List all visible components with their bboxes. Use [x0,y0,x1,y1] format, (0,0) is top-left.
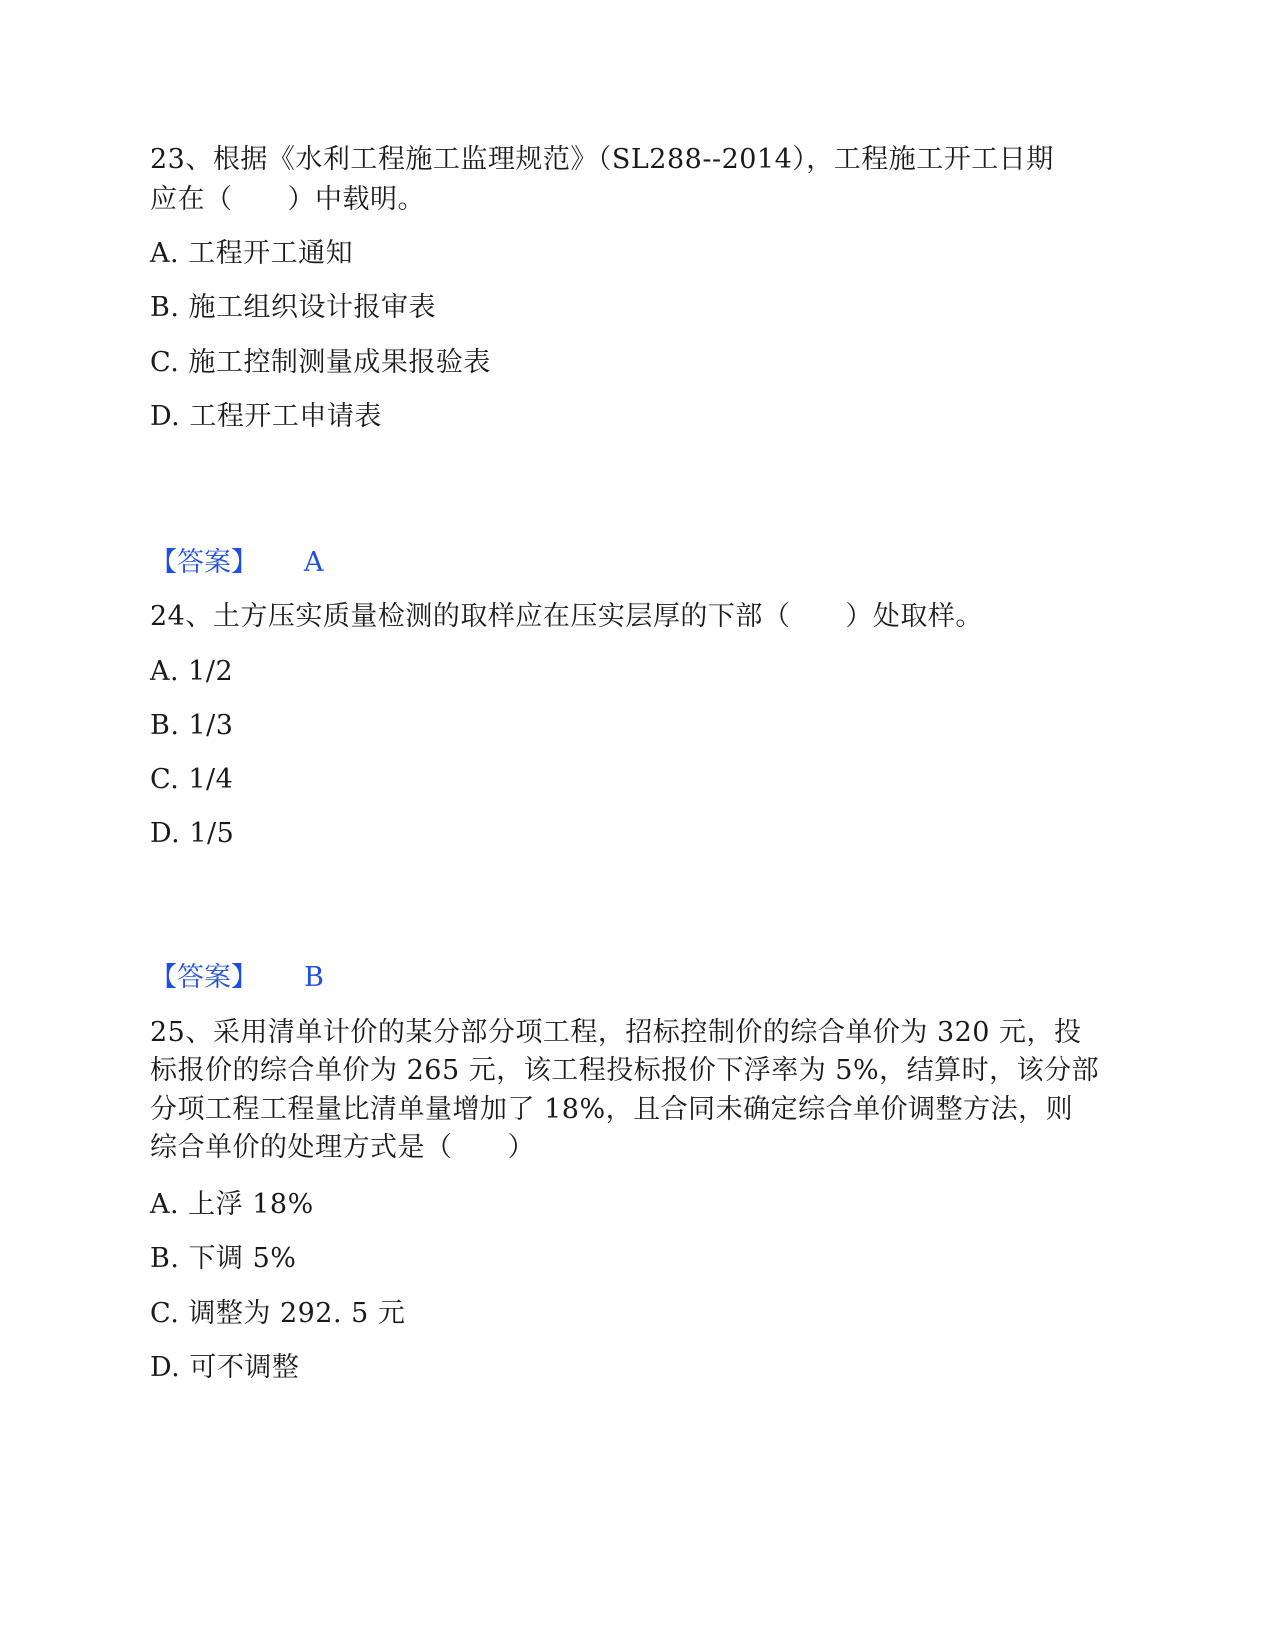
q23-option-c: C. 施工控制测量成果报验表 [150,347,491,378]
q23-option-d: D. 工程开工申请表 [150,401,382,432]
q24-answer [150,958,324,998]
q25-option-b: B. 下调 5% [150,1243,297,1274]
q23-stem-line-1: 23、根据《水利工程施工监理规范》（SL288--2014），工程施工开工日期 [150,144,1054,175]
q25-stem-line-1: 25、采用清单计价的某分部分项工程，招标控制价的综合单价为 320 元，投 [150,1017,1082,1048]
q23-option-a: A. 工程开工通知 [150,238,354,269]
q25-option-a: A. 上浮 18% [150,1189,314,1220]
q24-option-c: C. 1/4 [150,764,234,795]
q24-option-b: B. 1/3 [150,710,234,741]
q23-answer [150,543,324,583]
q25-stem-line-4: 综合单价的处理方式是（ ） [150,1132,535,1163]
q24-stem-line-1: 24、土方压实质量检测的取样应在压实层厚的下部（ ）处取样。 [150,601,983,632]
q24-answer-value: B [304,962,324,993]
q23-answer-value: A [304,547,324,578]
q25-stem-line-2: 标报价的综合单价为 265 元，该工程投标报价下浮率为 5%，结算时，该分部 [150,1055,1100,1086]
q23-option-b: B. 施工组织设计报审表 [150,292,437,323]
q24-option-a: A. 1/2 [150,656,234,687]
q24-option-d: D. 1/5 [150,818,235,849]
q23-stem-line-2: 应在（ ）中载明。 [150,184,425,215]
q24-answer-label: 【答案】 [150,962,258,993]
q25-option-d: D. 可不调整 [150,1352,300,1383]
q23-answer-label: 【答案】 [150,547,258,578]
q25-option-c: C. 调整为 292. 5 元 [150,1298,406,1329]
q25-stem-line-3: 分项工程工程量比清单量增加了 18%，且合同未确定综合单价调整方法，则 [150,1094,1074,1125]
